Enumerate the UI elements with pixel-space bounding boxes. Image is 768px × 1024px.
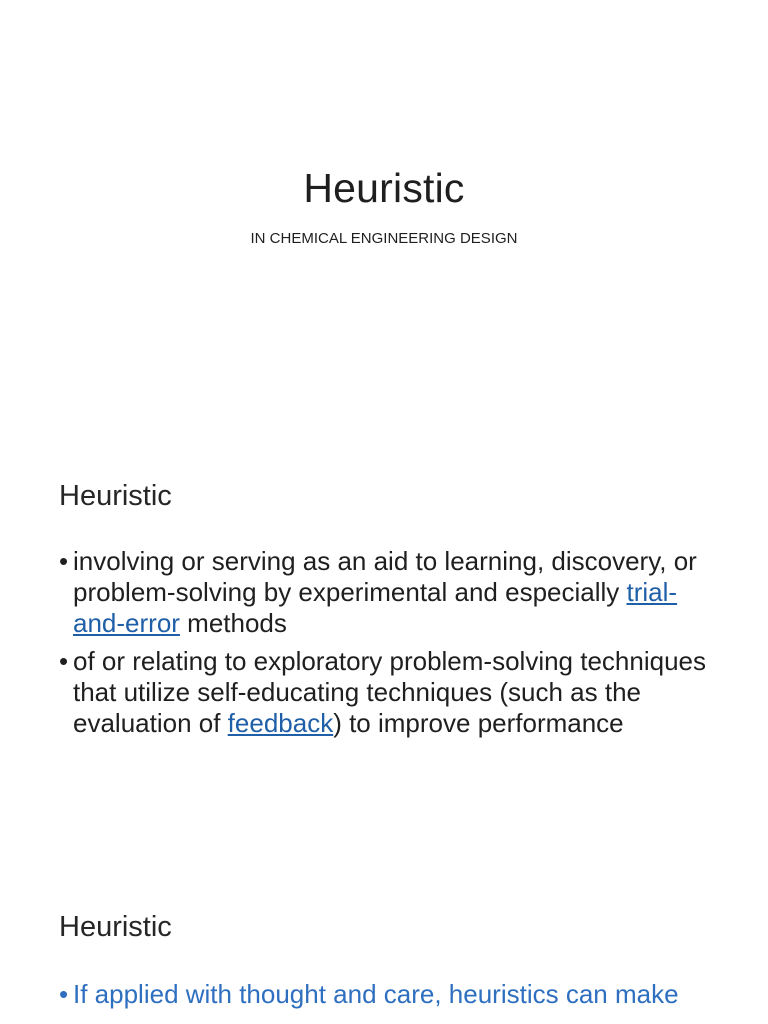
bullet-item <box>59 979 719 1010</box>
bullet-list <box>59 546 719 746</box>
application-slide <box>0 864 768 1024</box>
presentation-title: Heuristic <box>303 165 465 211</box>
trial-and-error-link[interactable]: trial-and-error <box>73 577 678 638</box>
bullet-text: If applied with thought and care, heuristics can make <box>73 979 679 1009</box>
bullet-text: involving or serving as an aid to learning, discovery, or problem-solving by experimental and especially <box>73 546 697 607</box>
bullet-text: methods <box>179 608 287 638</box>
bullet-marker: • <box>59 646 69 676</box>
bullet-text: ) to improve performance <box>333 708 624 738</box>
bullet-marker: • <box>59 546 69 576</box>
presentation-subtitle: IN CHEMICAL ENGINEERING DESIGN <box>250 230 518 247</box>
bullet-marker: • <box>59 979 69 1009</box>
slide-heading: Heuristic <box>59 480 172 512</box>
bullet-list <box>59 979 719 1017</box>
title-slide <box>0 0 768 432</box>
bullet-item <box>59 646 719 739</box>
bullet-item <box>59 546 719 639</box>
definition-slide <box>0 432 768 864</box>
slide-heading: Heuristic <box>59 911 172 943</box>
bullet-text: of or relating to exploratory problem-solving techniques that utilize self-educating techniques (such as the evaluation of <box>73 646 707 738</box>
feedback-link[interactable]: feedback <box>227 708 334 738</box>
